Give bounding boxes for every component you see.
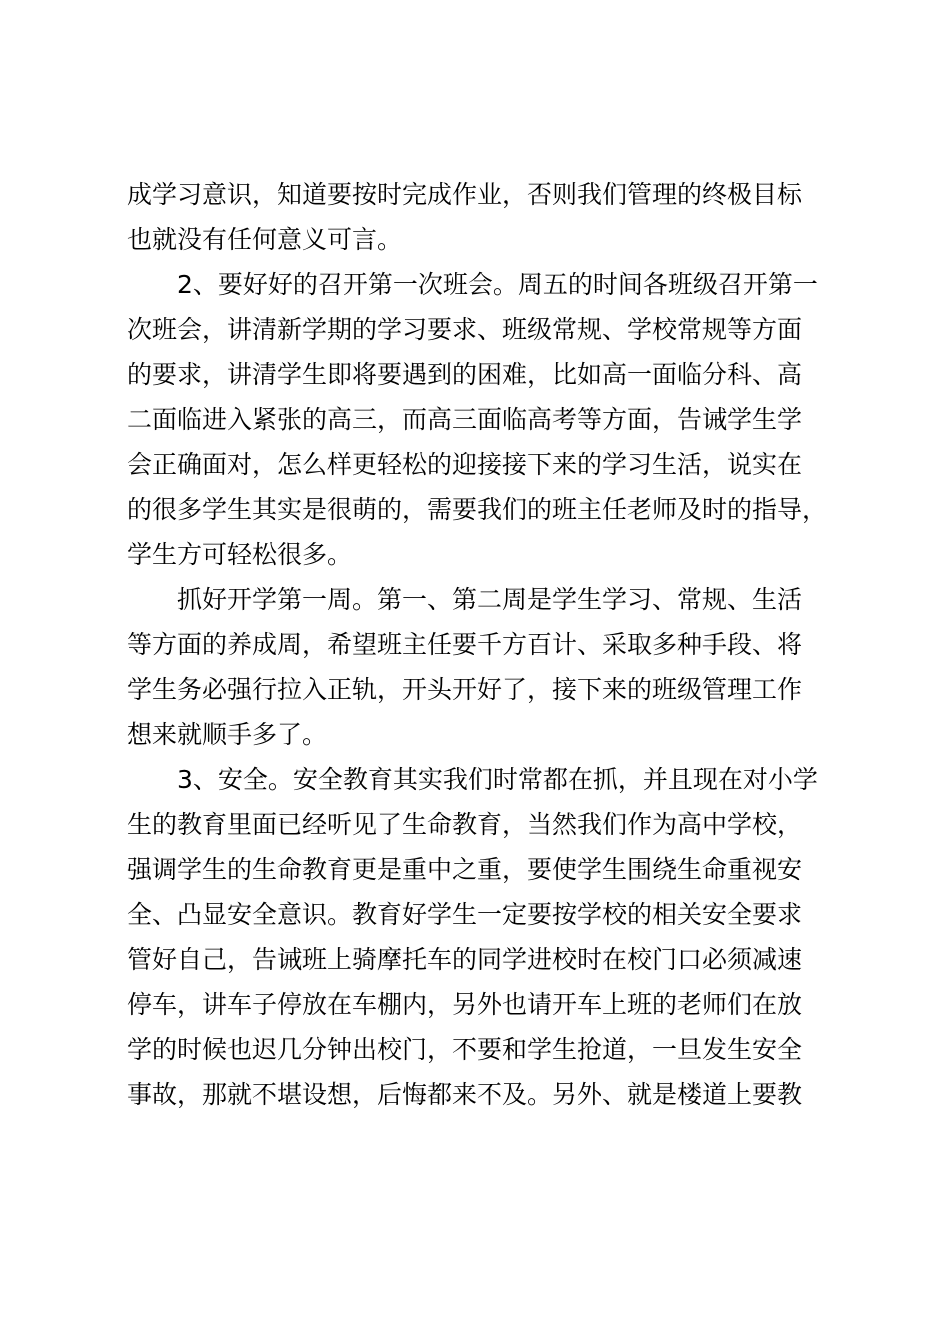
text-line: 等方面的养成周，希望班主任要千方百计、采取多种手段、将 — [127, 630, 803, 659]
text-line: 次班会，讲清新学期的学习要求、班级常规、学校常规等方面 — [127, 315, 803, 344]
text-line: 也就没有任何意义可言。 — [127, 225, 403, 254]
text-line: 会正确面对，怎么样更轻松的迎接接下来的学习生活，说实在 — [127, 450, 803, 479]
text-line: 3、安全。安全教育其实我们时常都在抓，并且现在对小学 — [177, 765, 818, 794]
text-line: 全、凸显安全意识。教育好学生一定要按学校的相关安全要求 — [127, 900, 803, 929]
text-line: 事故，那就不堪设想，后悔都来不及。另外、就是楼道上要教 — [127, 1080, 803, 1109]
text-line: 停车，讲车子停放在车棚内，另外也请开车上班的老师们在放 — [127, 990, 803, 1019]
text-line: 二面临进入紧张的高三，而高三面临高考等方面，告诫学生学 — [127, 405, 803, 434]
body-text — [127, 172, 833, 1117]
text-line: 学生务必强行拉入正轨，开头开好了，接下来的班级管理工作 — [127, 675, 803, 704]
text-line: 成学习意识，知道要按时完成作业，否则我们管理的终极目标 — [127, 180, 803, 209]
text-line: 学的时候也迟几分钟出校门，不要和学生抢道，一旦发生安全 — [127, 1035, 803, 1064]
text-line: 2、要好好的召开第一次班会。周五的时间各班级召开第一 — [177, 270, 818, 299]
text-line: 想来就顺手多了。 — [127, 720, 328, 749]
text-line: 强调学生的生命教育更是重中之重，要使学生围绕生命重视安 — [127, 855, 803, 884]
text-line: 学生方可轻松很多。 — [127, 540, 353, 569]
text-line: 管好自己，告诫班上骑摩托车的同学进校时在校门口必须减速 — [127, 945, 803, 974]
text-line: 的要求，讲清学生即将要遇到的困难，比如高一面临分科、高 — [127, 360, 803, 389]
text-line: 抓好开学第一周。第一、第二周是学生学习、常规、生活 — [177, 585, 803, 614]
text-line: 的很多学生其实是很萌的，需要我们的班主任老师及时的指导， — [127, 495, 828, 524]
text-line: 生的教育里面已经听见了生命教育，当然我们作为高中学校， — [127, 810, 803, 839]
